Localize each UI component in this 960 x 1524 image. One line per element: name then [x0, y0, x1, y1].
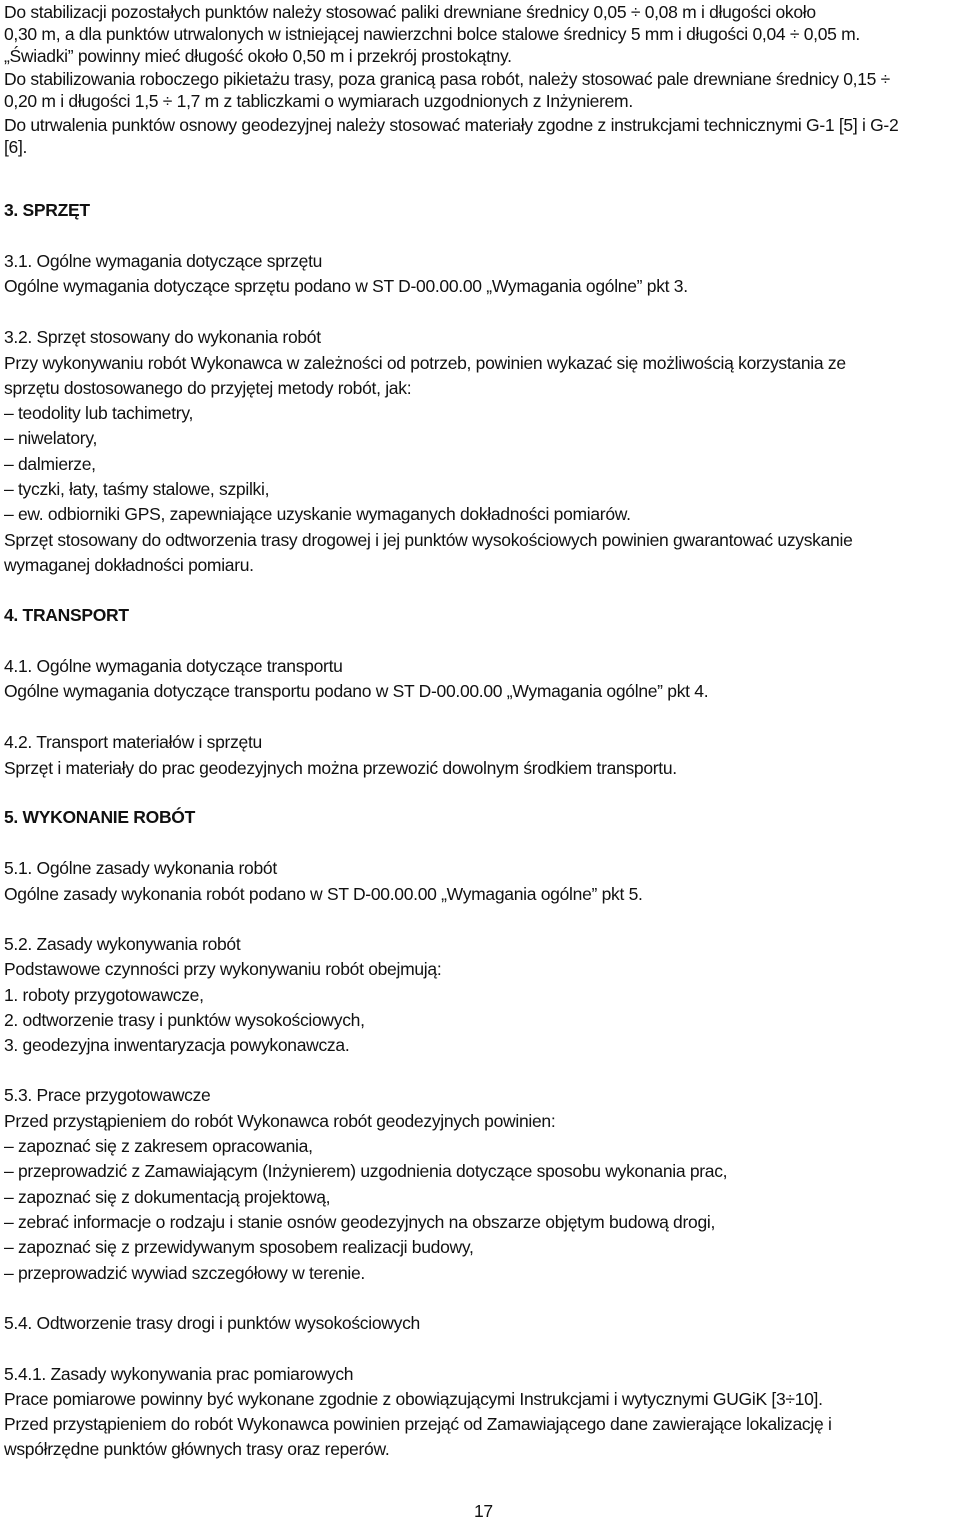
subsection-title: 3.1. Ogólne wymagania dotyczące sprzętu [4, 251, 323, 271]
paragraph-line: sprzętu dostosowanego do przyjętej metody robót, jak: [4, 378, 412, 398]
paragraph-line: Przed przystąpieniem do robót Wykonawca robót geodezyjnych powinien: [4, 1111, 556, 1131]
list-item: – tyczki, łaty, taśmy stalowe, szpilki, [4, 479, 270, 499]
intro-line: „Świadki” powinny mieć długość około 0,50 m i przekrój prostokątny. [4, 46, 512, 66]
list-item: – teodolity lub tachimetry, [4, 403, 194, 423]
list-item: – przeprowadzić z Zamawiającym (Inżynierem) uzgodnienia dotyczące sposobu wykonania prac, [4, 1161, 728, 1181]
subsection-title: 5.4. Odtworzenie trasy drogi i punktów wysokościowych [4, 1313, 420, 1333]
list-item: – zapoznać się z zakresem opracowania, [4, 1136, 313, 1156]
paragraph: Ogólne wymagania dotyczące transportu podano w ST D-00.00.00 „Wymagania ogólne” pkt 4. [4, 681, 709, 701]
paragraph: Sprzęt i materiały do prac geodezyjnych można przewozić dowolnym środkiem transportu. [4, 758, 677, 778]
subsection-title: 4.2. Transport materiałów i sprzętu [4, 732, 262, 752]
subsection-title: 4.1. Ogólne wymagania dotyczące transportu [4, 656, 343, 676]
paragraph-line: Przed przystąpieniem do robót Wykonawca powinien przejąć od Zamawiającego dane zawierające lokalizację i [4, 1414, 832, 1434]
list-item: – zapoznać się z dokumentacją projektową, [4, 1187, 331, 1207]
paragraph-line: Podstawowe czynności przy wykonywaniu robót obejmują: [4, 959, 442, 979]
list-item: 1. roboty przygotowawcze, [4, 985, 204, 1005]
list-item: – zebrać informacje o rodzaju i stanie osnów geodezyjnych na obszarze objętym budową drogi, [4, 1212, 716, 1232]
section-heading-sprzet: 3. SPRZĘT [4, 200, 90, 220]
page-number: 17 [474, 1501, 493, 1521]
intro-line: Do stabilizacji pozostałych punktów należy stosować paliki drewniane średnicy 0,05 ÷ 0,08 m i długości około [4, 2, 816, 22]
paragraph: Ogólne wymagania dotyczące sprzętu podano w ST D-00.00.00 „Wymagania ogólne” pkt 3. [4, 276, 688, 296]
section-heading-wykonanie: 5. WYKONANIE ROBÓT [4, 807, 195, 827]
paragraph: Ogólne zasady wykonania robót podano w ST D-00.00.00 „Wymagania ogólne” pkt 5. [4, 884, 643, 904]
intro-line: [6]. [4, 137, 28, 157]
list-item: – niwelatory, [4, 428, 98, 448]
subsection-title: 5.3. Prace przygotowawcze [4, 1085, 211, 1105]
intro-line: 0,20 m i długości 1,5 ÷ 1,7 m z tabliczkami o wymiarach uzgodnionych z Inżynierem. [4, 91, 633, 111]
list-item: – dalmierze, [4, 454, 96, 474]
subsection-title: 5.2. Zasady wykonywania robót [4, 934, 241, 954]
section-heading-transport: 4. TRANSPORT [4, 605, 129, 625]
paragraph-line: Sprzęt stosowany do odtworzenia trasy drogowej i jej punktów wysokościowych powinien gwarantować uzyskanie [4, 530, 853, 550]
intro-line: 0,30 m, a dla punktów utrwalonych w istniejącej nawierzchni bolce stalowe średnicy 5 mm i długości 0,04 ÷ 0,05 m. [4, 24, 860, 44]
list-item: – przeprowadzić wywiad szczegółowy w terenie. [4, 1263, 365, 1283]
subsection-title: 5.4.1. Zasady wykonywania prac pomiarowych [4, 1364, 354, 1384]
intro-line: Do utrwalenia punktów osnowy geodezyjnej należy stosować materiały zgodne z instrukcjami technicznymi G-1 [5] i G-2 [4, 115, 899, 135]
paragraph-line: Przy wykonywaniu robót Wykonawca w zależności od potrzeb, powinien wykazać się możliwością korzystania ze [4, 353, 846, 373]
subsection-title: 5.1. Ogólne zasady wykonania robót [4, 858, 277, 878]
list-item: – zapoznać się z przewidywanym sposobem realizacji budowy, [4, 1237, 474, 1257]
paragraph-line: Prace pomiarowe powinny być wykonane zgodnie z obowiązującymi Instrukcjami i wytycznymi GUGiK [3÷10]. [4, 1389, 823, 1409]
list-item: 3. geodezyjna inwentaryzacja powykonawcza. [4, 1035, 350, 1055]
paragraph-line: współrzędne punktów głównych trasy oraz reperów. [4, 1439, 390, 1459]
list-item: 2. odtworzenie trasy i punktów wysokościowych, [4, 1010, 365, 1030]
list-item: – ew. odbiorniki GPS, zapewniające uzyskanie wymaganych dokładności pomiarów. [4, 504, 631, 524]
paragraph-line: wymaganej dokładności pomiaru. [4, 555, 254, 575]
intro-line: Do stabilizowania roboczego pikietażu trasy, poza granicą pasa robót, należy stosować pale drewniane średnicy 0,15 ÷ [4, 69, 890, 89]
subsection-title: 3.2. Sprzęt stosowany do wykonania robót [4, 327, 321, 347]
